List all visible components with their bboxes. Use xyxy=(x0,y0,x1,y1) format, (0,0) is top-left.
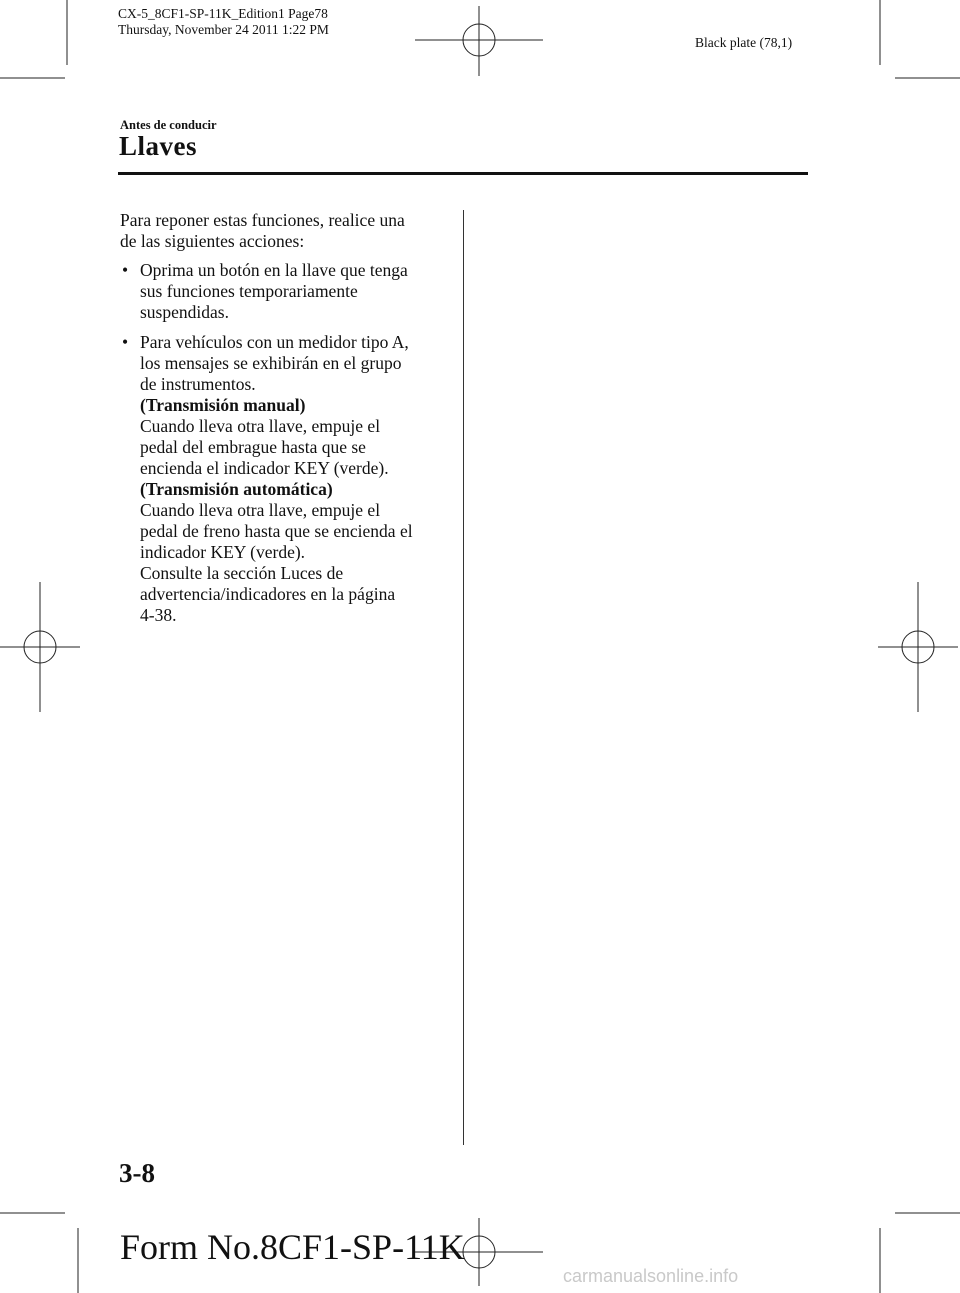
list-item xyxy=(120,260,450,323)
item-line: de instrumentos. xyxy=(140,374,256,394)
bullet-icon: • xyxy=(122,332,129,352)
item-line: pedal de freno hasta que se encienda el xyxy=(140,521,413,541)
list-item xyxy=(120,332,450,626)
form-number: Form No.8CF1-SP-11K xyxy=(120,1227,465,1267)
item-line: Cuando lleva otra llave, empuje el xyxy=(140,500,381,520)
item-line: Para vehículos con un medidor tipo A, xyxy=(140,332,409,352)
intro-paragraph xyxy=(120,210,450,252)
print-date-line: Thursday, November 24 2011 1:22 PM xyxy=(118,22,329,37)
intro-line: de las siguientes acciones: xyxy=(120,231,305,251)
title-rule xyxy=(118,172,808,175)
item-line: encienda el indicador KEY (verde). xyxy=(140,458,389,478)
bullet-icon: • xyxy=(122,260,129,280)
page-number: 3-8 xyxy=(119,1158,155,1188)
column-divider xyxy=(463,210,464,1145)
reference-line: 4-38. xyxy=(140,605,177,625)
item-line: Oprima un botón en la llave que tenga xyxy=(140,260,408,280)
item-line: pedal del embrague hasta que se xyxy=(140,437,366,457)
item-line: los mensajes se exhibirán en el grupo xyxy=(140,353,402,373)
automatic-transmission-heading: (Transmisión automática) xyxy=(140,479,333,499)
item-line: Cuando lleva otra llave, empuje el xyxy=(140,416,381,436)
reference-line: advertencia/indicadores en la página xyxy=(140,584,396,604)
print-file-line: CX-5_8CF1-SP-11K_Edition1 Page78 xyxy=(118,6,328,21)
watermark: carmanualsonline.info xyxy=(563,1266,739,1286)
page-title: Llaves xyxy=(119,131,198,161)
body-column-left xyxy=(120,210,450,635)
print-plate: Black plate (78,1) xyxy=(695,35,793,50)
item-line: suspendidas. xyxy=(140,302,229,322)
item-line: sus funciones temporariamente xyxy=(140,281,358,301)
manual-transmission-heading: (Transmisión manual) xyxy=(140,395,306,415)
item-line: indicador KEY (verde). xyxy=(140,542,306,562)
section-label: Antes de conducir xyxy=(120,118,217,132)
reference-line: Consulte la sección Luces de xyxy=(140,563,344,583)
intro-line: Para reponer estas funciones, realice una xyxy=(120,210,405,230)
